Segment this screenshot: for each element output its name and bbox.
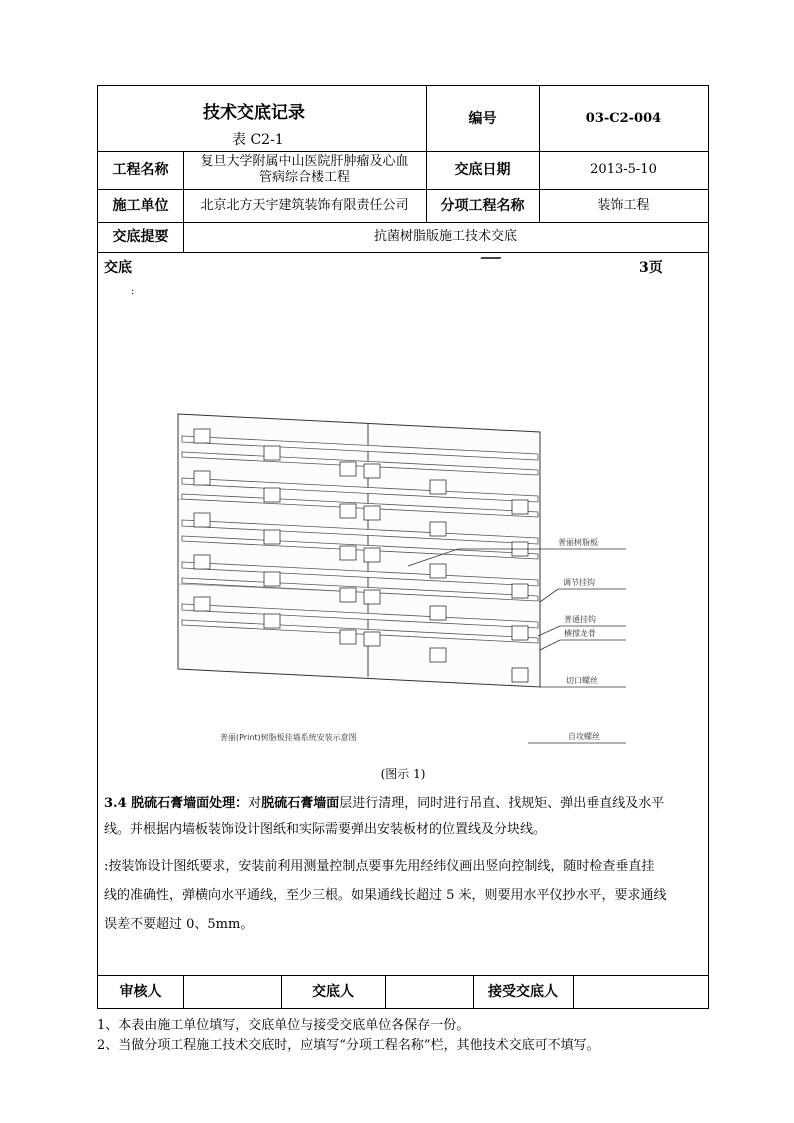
unit-value: 北京北方天宇建筑装饰有限责任公司: [200, 197, 409, 213]
form-title: 技术交底记录: [203, 103, 305, 123]
unit-label: 施工单位: [112, 197, 169, 214]
form-code: 表 C2-1: [232, 132, 284, 148]
label-resin-panel: 普丽树脂板: [558, 538, 598, 547]
date-label: 交底日期: [454, 162, 511, 178]
discloser-label: 交底人: [312, 983, 354, 1000]
label-brace-keel: 横撑龙骨: [564, 629, 596, 638]
row-divider: [98, 252, 708, 253]
summary-label: 交底提要: [112, 229, 169, 245]
para1-text-b: 层进行清理，同时进行吊直、找规矩、弹出垂直线及水平: [339, 796, 665, 811]
scan-mark: [480, 252, 506, 259]
para1-number: 3.4: [104, 796, 132, 811]
label-cut-screw: 切口螺丝: [566, 676, 598, 685]
project-value-line2: 管病综合楼工程: [258, 170, 350, 185]
project-value: [183, 151, 426, 189]
project-label: 工程名称: [112, 162, 169, 178]
paragraph-1: [104, 791, 704, 843]
number-label: 编号: [468, 110, 497, 127]
figure-caption: (图示 1): [380, 767, 426, 781]
date-value: 2013-5-10: [590, 162, 657, 177]
para1-text-a: 对: [248, 796, 262, 811]
colon-mark: :: [131, 286, 135, 297]
receiver-signature[interactable]: [573, 975, 708, 1008]
paragraph-2: [104, 852, 704, 939]
discloser-signature[interactable]: [385, 975, 473, 1008]
footnote-1: 1、本表由施工单位填写，交底单位与接受交底单位各保存一份。: [97, 1018, 470, 1033]
summary-value: 抗菌树脂版施工技术交底: [373, 229, 517, 244]
subproject-value: 装饰工程: [597, 197, 650, 213]
para1-heading: 脱硫石膏墙面处理：: [131, 796, 249, 811]
label-tapping-screw: 自攻螺丝: [568, 732, 600, 741]
reviewer-signature[interactable]: [183, 975, 281, 1008]
installation-diagram: [168, 404, 638, 742]
subproject-label: 分项工程名称: [440, 197, 525, 214]
content-label: 交底: [104, 260, 132, 276]
label-adjust-hook: 调节挂钩: [563, 578, 595, 587]
para1-line2: 线。并根据内墙板装饰设计图纸和实际需要弹出安装板材的位置线及分块线。: [104, 822, 547, 837]
project-value-line1: 复旦大学附属中山医院肝肿瘤及心血: [200, 154, 409, 169]
para2-line2: 线的准确性，弹横向水平通线，至少三根。如果通线长超过 5 米，则要用水平仪抄水平，要求通线: [104, 888, 667, 903]
para1-bold-term: 脱硫石膏墙面: [261, 796, 340, 811]
para2-line1: :按装饰设计图纸要求，安装前利用测量控制点要事先用经纬仪画出竖向控制线，随时检查垂直挂: [104, 859, 655, 874]
para2-line3: 误差不要超过 0、5mm。: [104, 917, 254, 932]
label-normal-hook: 普通挂钩: [564, 615, 596, 624]
footnote-2: 2、当做分项工程施工技术交底时，应填写“分项工程名称”栏，其他技术交底可不填写。: [97, 1038, 600, 1053]
receiver-label: 接受交底人: [488, 983, 558, 1000]
diagram-inner-caption: 普丽(Print)树脂板挂墙系统安装示意图: [220, 733, 357, 742]
reviewer-label: 审核人: [119, 983, 162, 1000]
page-count: 3页: [639, 260, 663, 276]
disclosure-form: [97, 85, 709, 1009]
number-value: 03-C2-004: [585, 110, 662, 126]
